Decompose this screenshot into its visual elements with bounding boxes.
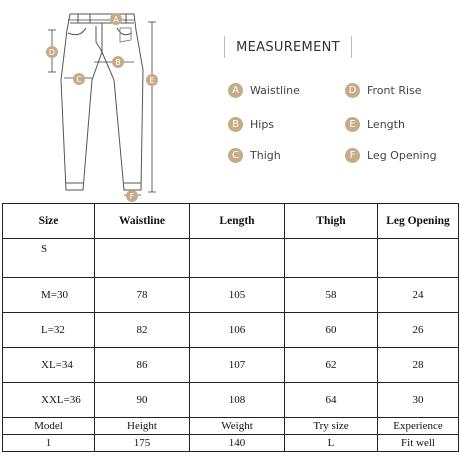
- measurement-section: [0, 0, 460, 200]
- model-cell-try-size: L: [285, 435, 378, 452]
- cell-length: [190, 239, 285, 278]
- legend-item-thigh: [228, 148, 281, 163]
- cell-thigh: 58: [285, 278, 378, 313]
- legend-label-front-rise: Front Rise: [367, 84, 422, 97]
- header-waistline: Waistline: [95, 204, 190, 239]
- cell-leg-opening: 28: [378, 348, 459, 383]
- pants-outline: [61, 14, 143, 190]
- model-header-height: Height: [95, 418, 190, 435]
- legend-label-leg-opening: Leg Opening: [367, 149, 437, 162]
- legend-item-front-rise: [345, 83, 422, 98]
- header-length: Length: [190, 204, 285, 239]
- cell-thigh: 62: [285, 348, 378, 383]
- cell-waistline: 78: [95, 278, 190, 313]
- table-row: [3, 383, 459, 418]
- model-cell-experience: Fit well: [378, 435, 459, 452]
- model-cell-model: 1: [3, 435, 95, 452]
- diagram-label-f: F: [129, 192, 135, 201]
- cell-size: XL=34: [3, 348, 95, 383]
- table-row: [3, 348, 459, 383]
- cell-waistline: 82: [95, 313, 190, 348]
- legend-item-length: [345, 117, 405, 132]
- model-header-weight: Weight: [190, 418, 285, 435]
- cell-leg-opening: 30: [378, 383, 459, 418]
- measurement-heading: MEASUREMENT: [224, 36, 352, 58]
- cell-length: 107: [190, 348, 285, 383]
- header-size: Size: [3, 204, 95, 239]
- cell-size: L=32: [3, 313, 95, 348]
- legend-label-length: Length: [367, 118, 405, 131]
- diagram-label-c: C: [76, 75, 82, 84]
- legend-badge-d: D: [345, 83, 360, 98]
- legend-item-waistline: [228, 83, 300, 98]
- header-thigh: Thigh: [285, 204, 378, 239]
- cell-leg-opening: [378, 239, 459, 278]
- cell-thigh: 64: [285, 383, 378, 418]
- legend-badge-c: C: [228, 148, 243, 163]
- legend-badge-f: F: [345, 148, 360, 163]
- cell-size: XXL=36: [3, 383, 95, 418]
- model-header-try-size: Try size: [285, 418, 378, 435]
- cell-size: S: [3, 239, 95, 278]
- legend-label-hips: Hips: [250, 118, 275, 131]
- legend-badge-e: E: [345, 117, 360, 132]
- legend-item-hips: [228, 117, 274, 132]
- cell-waistline: [95, 239, 190, 278]
- size-chart-table: [2, 203, 459, 452]
- table-header-row: [3, 204, 459, 239]
- cell-thigh: [285, 239, 378, 278]
- cell-waistline: 86: [95, 348, 190, 383]
- model-header-model: Model: [3, 418, 95, 435]
- diagram-label-b: B: [115, 58, 121, 67]
- model-data-row: [3, 435, 459, 452]
- cell-leg-opening: 26: [378, 313, 459, 348]
- header-leg-opening: Leg Opening: [378, 204, 459, 239]
- model-cell-weight: 140: [190, 435, 285, 452]
- legend-badge-a: A: [228, 83, 243, 98]
- cell-length: 106: [190, 313, 285, 348]
- legend-label-thigh: Thigh: [250, 149, 281, 162]
- cell-thigh: 60: [285, 313, 378, 348]
- cell-size: M=30: [3, 278, 95, 313]
- cell-waistline: 90: [95, 383, 190, 418]
- table-row: [3, 313, 459, 348]
- legend-badge-b: B: [228, 117, 243, 132]
- diagram-label-a: A: [113, 15, 119, 24]
- diagram-label-e: E: [149, 76, 155, 85]
- diagram-label-d: D: [48, 48, 56, 57]
- legend-item-leg-opening: [345, 148, 437, 163]
- table-row: [3, 278, 459, 313]
- cell-leg-opening: 24: [378, 278, 459, 313]
- model-header-experience: Experience: [378, 418, 459, 435]
- pants-diagram: [30, 0, 180, 205]
- cell-length: 108: [190, 383, 285, 418]
- model-header-row: [3, 418, 459, 435]
- cell-length: 105: [190, 278, 285, 313]
- table-row: [3, 239, 459, 278]
- model-cell-height: 175: [95, 435, 190, 452]
- legend-label-waistline: Waistline: [250, 84, 300, 97]
